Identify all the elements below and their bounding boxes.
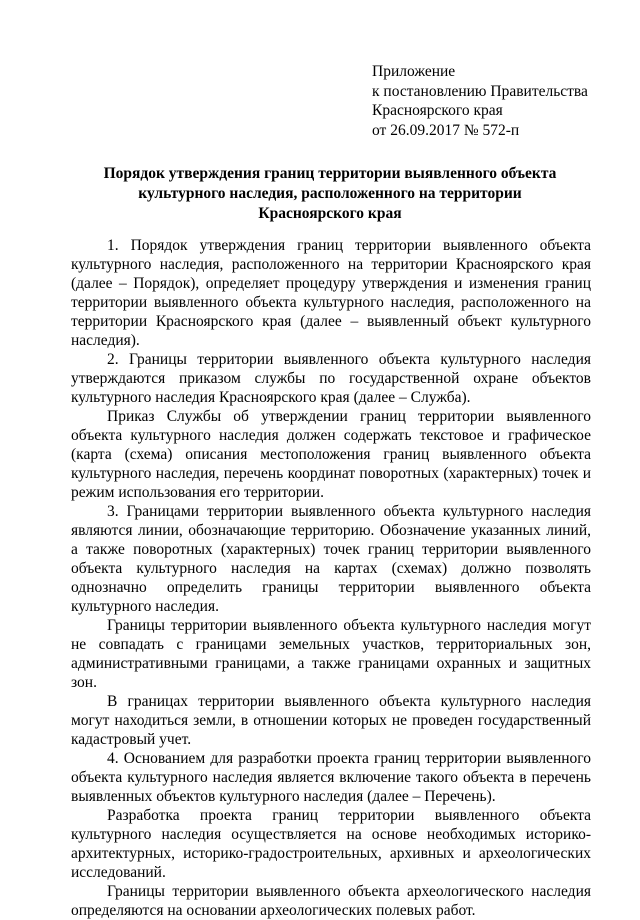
paragraph-3: Приказ Службы об утверждении границ территории выявленного объекта культурного наследия должен содержать текстовое и графическое (карта (схема) описания местоположения границ выявленного объекта культурного наследия, перечень координат поворотных (характерных) точек и режим использования его территории. (71, 408, 591, 501)
paragraph-6: В границах территории выявленного объекта культурного наследия могут находиться земли, в отношении которых не проведен государственный кадастровый учет. (71, 693, 591, 748)
attachment-header (372, 62, 588, 140)
paragraph-5: Границы территории выявленного объекта культурного наследия могут не совпадать с границами земельных участков, территориальных зон, административными границами, а также границами охранных и защитных зон. (71, 617, 591, 691)
attachment-line-2: к постановлению Правительства (372, 82, 588, 100)
paragraph-7: 4. Основанием для разработки проекта границ территории выявленного объекта культурного наследия является включение такого объекта в перечень выявленных объектов культурного наследия (далее – Перечень). (71, 750, 591, 805)
attachment-line-4: от 26.09.2017 № 572-п (372, 121, 520, 139)
paragraph-4: 3. Границами территории выявленного объекта культурного наследия являются линии, обозначающие территорию. Обозначение указанных линий, а также поворотных (характерных) точек границ территории выявленного объекта культурного наследия на картах (схемах) должно позволять однозначно определить границы территории выявленного объекта культурного наследия. (71, 503, 591, 615)
title-line-3: Красноярского края (258, 205, 402, 222)
document-title (70, 164, 590, 224)
attachment-line-3: Красноярского края (372, 102, 503, 119)
paragraph-9: Границы территории выявленного объекта археологического наследия определяются на основании археологических полевых работ. (71, 883, 591, 919)
paragraph-2: 2. Границы территории выявленного объекта культурного наследия утверждаются приказом службы по государственной охране объектов культурного наследия Красноярского края (далее – Служба). (71, 351, 591, 406)
title-line-1: Порядок утверждения границ территории выявленного объекта (103, 165, 557, 182)
title-line-2: культурного наследия, расположенного на территории (138, 185, 522, 202)
attachment-line-1: Приложение (372, 63, 456, 80)
paragraph-8: Разработка проекта границ территории выявленного объекта культурного наследия осуществляется на основе необходимых историко-архитектурных, историко-градостроительных, архивных и археологических исследований. (71, 807, 591, 881)
document-body (71, 236, 591, 920)
paragraph-1: 1. Порядок утверждения границ территории выявленного объекта культурного наследия, расположенного на территории Красноярского края (далее – Порядок), определяет процедуру утверждения и изменения границ территории выявленного объекта культурного наследия, расположенного на территории Красноярского края (далее – выявленный объект культурного наследия). (71, 237, 591, 349)
